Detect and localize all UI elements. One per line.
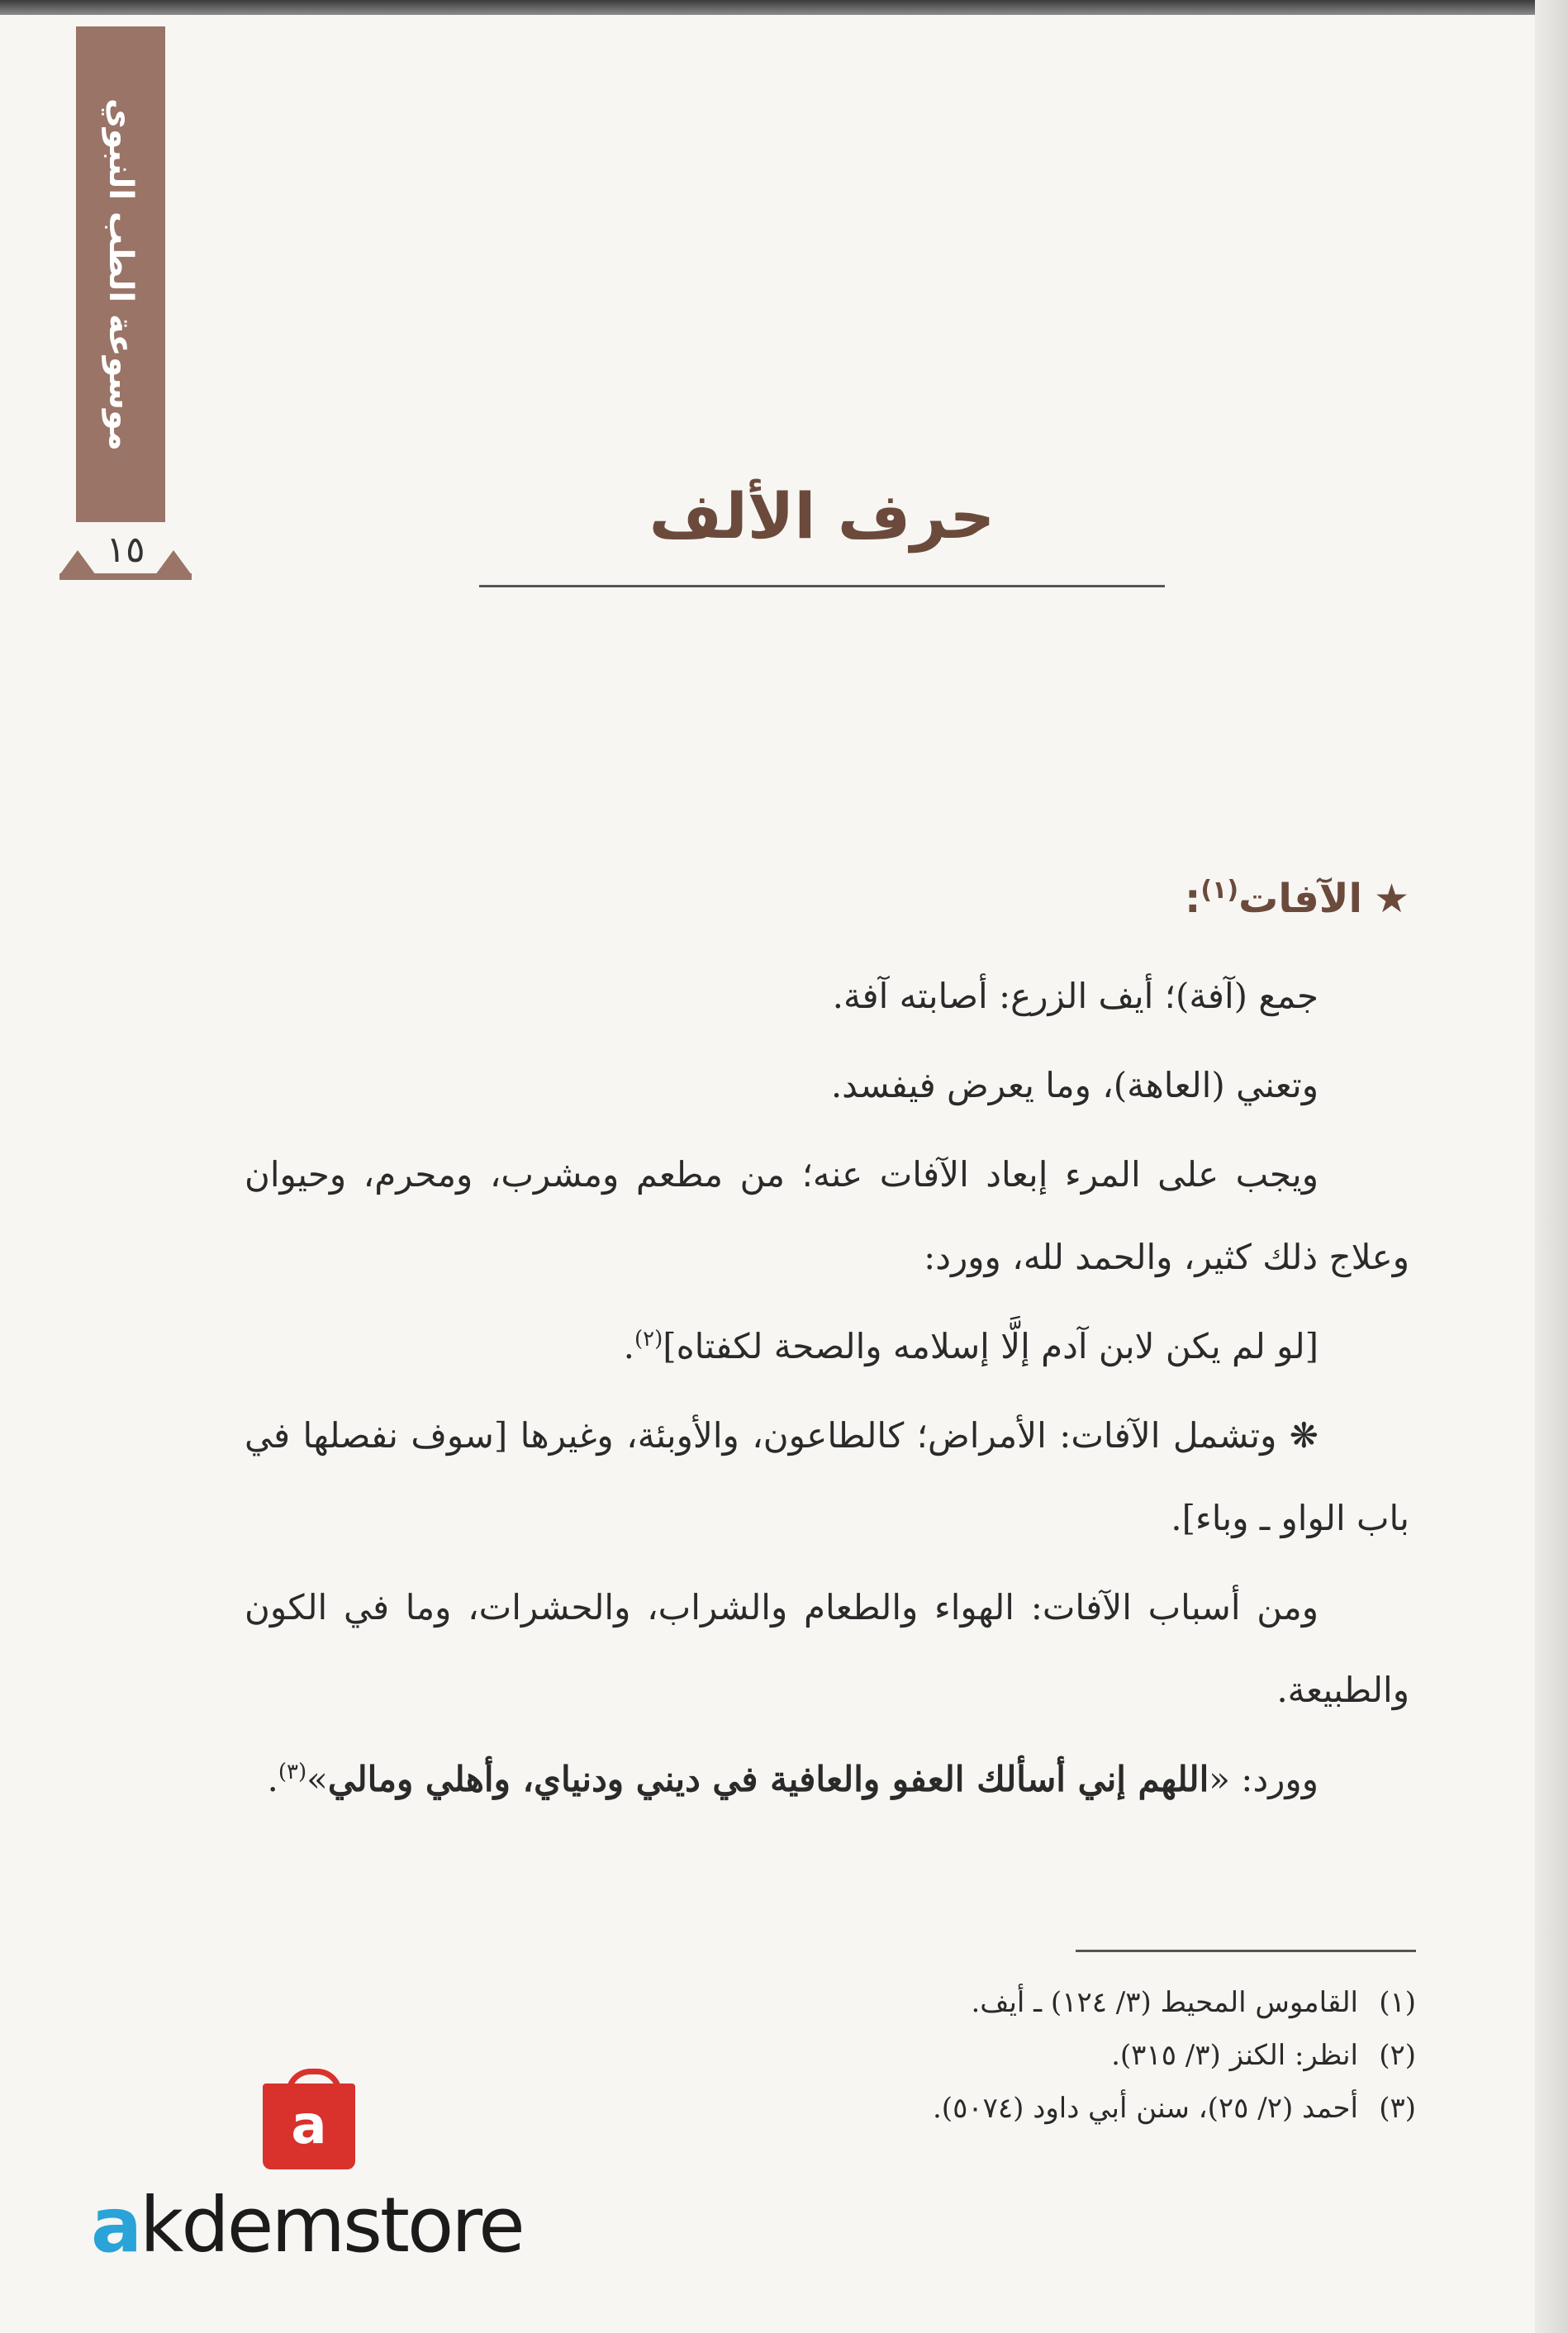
page-number: ١٥: [106, 529, 145, 571]
page-number-ornament-left: [59, 550, 96, 575]
footnote-number: (٣): [1379, 2092, 1416, 2125]
paragraph-6: ومن أسباب الآفات: الهواء والطعام والشراب، والحشرات، وما في الكون والطبيعة.: [245, 1587, 1409, 1710]
quote-close: »: [306, 1759, 328, 1799]
section-heading-text: الآفات: [1238, 876, 1362, 922]
paragraph-end: .: [267, 1759, 278, 1799]
footnote-separator: [1076, 1950, 1416, 1952]
brand-first-letter: a: [91, 2181, 140, 2269]
scan-top-edge: [0, 0, 1568, 15]
footnote-ref: (١): [1200, 876, 1239, 905]
paragraph-4: [245, 1305, 1409, 1388]
page-number-bar: [59, 573, 192, 580]
shopping-bag-letter: a: [291, 2095, 327, 2156]
footnote-text: أحمد (٢/ ٢٥)، سنن أبي داود (٥٠٧٤).: [933, 2092, 1358, 2125]
paragraph-5: ❋ وتشمل الآفات: الأمراض؛ كالطاعون، والأوبئة، وغيرها [سوف نفصلها في باب الواو ـ وباء].: [245, 1415, 1409, 1538]
footnote-text: القاموس المحيط (٣/ ١٢٤) ـ أيف.: [971, 1986, 1358, 2019]
star-icon: ★: [1373, 876, 1409, 922]
footnote-item: [578, 1976, 1416, 2029]
paragraph-end: .: [623, 1326, 634, 1366]
page-number-ornament-right: [155, 550, 192, 575]
paragraph-intro: وورد: «: [1209, 1759, 1319, 1799]
main-content: [245, 876, 1409, 1827]
chapter-title-rule: [479, 585, 1165, 587]
footnote-text: انظر: الكنز (٣/ ٣١٥).: [1111, 2039, 1358, 2072]
paragraph-3: ويجب على المرء إبعاد الآفات عنه؛ من مطعم ومشرب، ومحرم، وحيوان وعلاج ذلك كثير، والحمد لله، وورد:: [245, 1154, 1409, 1277]
page-right-edge: [1535, 0, 1568, 2333]
watermark-logo: [91, 2074, 537, 2297]
paragraph-1: جمع (آفة)؛ أيف الزرع: أصابته آفة.: [832, 976, 1319, 1016]
hadith-text: [لو لم يكن لابن آدم إلَّا إسلامه والصحة لكفتاه]: [663, 1326, 1319, 1366]
paragraph-7: [245, 1738, 1409, 1821]
chapter-title: حرف الألف: [649, 479, 995, 553]
footnote-ref: (٢): [634, 1327, 663, 1352]
series-title: موسوعة الطب النبوي: [102, 97, 140, 451]
footnote-number: (١): [1379, 1986, 1416, 2019]
section-heading: [245, 876, 1409, 922]
footnote-item: [578, 2029, 1416, 2082]
footnote-ref: (٣): [278, 1760, 307, 1784]
footnote-number: (٢): [1379, 2039, 1416, 2072]
paragraph-2: وتعني (العاهة)، وما يعرض فيفسد.: [830, 1065, 1319, 1105]
section-heading-colon: :: [1185, 876, 1201, 922]
page-number-block: [59, 522, 192, 588]
footnotes: [578, 1976, 1416, 2135]
footnote-item: [578, 2082, 1416, 2135]
brand-wordmark: [91, 2181, 523, 2269]
dua-text: اللهم إني أسألك العفو والعافية في ديني ودنياي، وأهلي ومالي: [327, 1759, 1209, 1799]
brand-rest: kdemstore: [140, 2181, 523, 2269]
